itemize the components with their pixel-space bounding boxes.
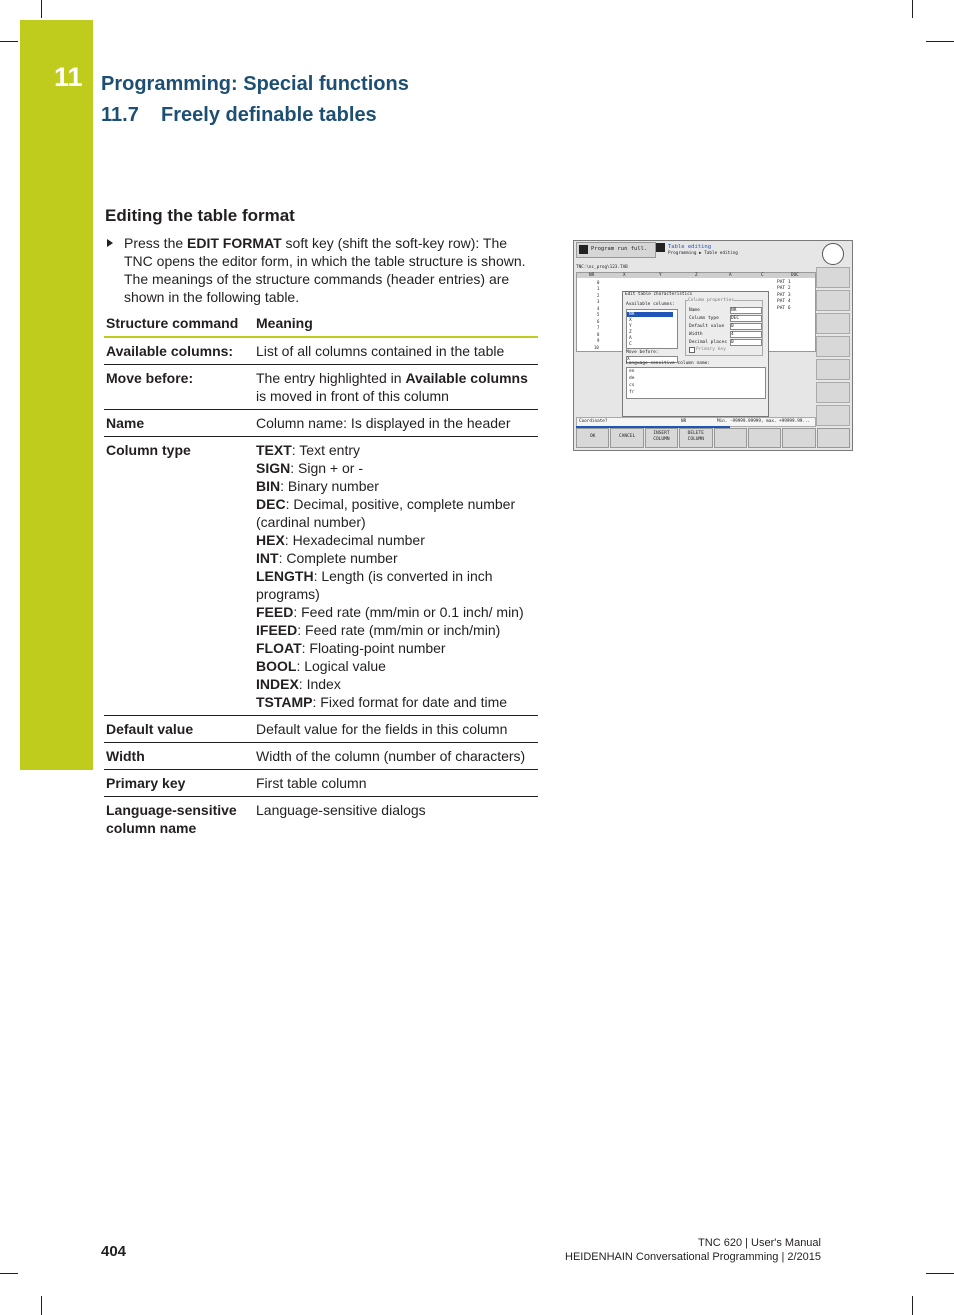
side-softkey[interactable] (816, 336, 850, 357)
name-field[interactable]: NR (730, 307, 762, 314)
language-list[interactable] (626, 367, 766, 399)
meaning-cell: The entry highlighted in Available columns is moved in front of this column (254, 365, 538, 410)
machine-mode-icon (579, 245, 588, 254)
command-cell: Width (104, 743, 254, 770)
table-row (104, 437, 538, 716)
softkey-name: EDIT FORMAT (187, 235, 282, 251)
dialog-title: Edit table characteristics (625, 292, 693, 297)
instruction-bullet (107, 234, 527, 306)
ok-softkey[interactable]: OK (576, 428, 609, 448)
vertical-softkeys (816, 267, 850, 422)
doc-cell: PAT 1 (777, 280, 791, 285)
footer-line: HEIDENHAIN Conversational Programming | 2/2015 (565, 1251, 821, 1263)
status-range: Min. -99999.99999, max. +99999.99... (717, 419, 811, 424)
side-softkey[interactable] (816, 267, 850, 288)
command-cell: Language-sensitive column name (106, 802, 237, 836)
table-row (104, 410, 538, 437)
row-number: 7 (597, 325, 600, 330)
file-path: TNC:\nc_prog\123.TAB (576, 265, 628, 270)
row-number: 9 (597, 338, 600, 343)
editor-title: Table editing (668, 244, 712, 250)
mode-indicator (576, 242, 656, 258)
column-header: Meaning (254, 310, 538, 337)
meaning-cell: First table column (254, 770, 538, 797)
command-cell: Default value (104, 716, 254, 743)
grid-header: NR X Y Z A C DOC (577, 273, 815, 278)
lang-label: Language-sensitive column name: (626, 361, 710, 366)
doc-cell: PAT 2 (777, 286, 791, 291)
meaning-cell: Default value for the fields in this column (254, 716, 538, 743)
list-item[interactable]: X (629, 318, 632, 323)
table-header-row (104, 310, 538, 337)
type-entry: DEC: Decimal, positive, complete number (cardinal number) (256, 496, 516, 530)
table-row (104, 797, 538, 842)
width-field[interactable]: 4 (730, 331, 762, 338)
row-number: 4 (597, 306, 600, 311)
crop-mark (926, 1273, 954, 1274)
clock-icon (822, 243, 844, 265)
cancel-softkey[interactable]: CANCEL (610, 428, 643, 448)
command-cell: Primary key (104, 770, 254, 797)
status-field: NR (681, 419, 687, 424)
type-entry: FEED: Feed rate (mm/min or 0.1 inch/ min) (256, 604, 524, 620)
row-number: 5 (597, 312, 600, 317)
command-cell: Name (104, 410, 254, 437)
programming-mode-icon (656, 243, 665, 252)
table-row (104, 365, 538, 410)
doc-cell: PAT 6 (777, 306, 791, 311)
list-item[interactable]: Z (629, 330, 632, 335)
footer-text (565, 1236, 821, 1264)
chapter-number: 11 (54, 62, 83, 92)
bullet-arrow-icon (107, 239, 113, 247)
side-softkey[interactable] (816, 290, 850, 311)
crop-mark (0, 41, 18, 42)
bullet-text: soft key (shift the soft-key row): The TNC opens the editor form, in which the table structure is shown. The meanings of the structure commands (header entries) are shown in the following table. (124, 235, 526, 305)
prop-label: Column type (689, 316, 719, 321)
lang-row[interactable]: en (629, 369, 635, 374)
lang-row[interactable]: cs (629, 383, 635, 388)
crop-mark (0, 1273, 18, 1274)
side-softkey[interactable] (816, 382, 850, 403)
prop-label: Name (689, 308, 700, 313)
table-row (104, 716, 538, 743)
list-item[interactable]: Y (629, 324, 632, 329)
list-item[interactable]: NR (629, 312, 635, 317)
row-number: 8 (597, 332, 600, 337)
table-row (104, 337, 538, 365)
table-row (104, 743, 538, 770)
type-entry: FLOAT: Floating-point number (256, 640, 446, 656)
primary-key-label: Primary key (696, 347, 726, 352)
crop-mark (912, 0, 913, 18)
tnc-screenshot (573, 240, 853, 451)
column-header: Structure command (104, 310, 254, 337)
crop-mark (912, 1296, 913, 1315)
chapter-title: Programming: Special functions (101, 73, 409, 95)
crop-mark (41, 0, 42, 18)
page-number: 404 (101, 1243, 127, 1260)
type-entry: TSTAMP: Fixed format for date and time (256, 694, 508, 710)
meaning-cell: Width of the column (number of characters) (254, 743, 538, 770)
column-type-select[interactable]: DEC (730, 315, 762, 322)
command-cell: Available columns: (104, 337, 254, 365)
row-number: 2 (597, 293, 600, 298)
row-number: 10 (594, 345, 599, 350)
default-value-field[interactable]: 0 (730, 323, 762, 330)
move-before-label: Move before: (626, 350, 659, 355)
available-columns-label: Available columns: (626, 302, 675, 307)
doc-cell: PAT 3 (777, 293, 791, 298)
insert-column-softkey[interactable]: INSERT COLUMN (645, 428, 678, 448)
side-softkey[interactable] (816, 405, 850, 426)
lang-row[interactable]: de (629, 376, 635, 381)
bullet-text: Press the (124, 235, 188, 251)
command-cell: Column type (104, 437, 254, 716)
type-entry: INDEX: Index (256, 676, 341, 692)
side-softkey[interactable] (816, 359, 850, 380)
type-entry: TEXT: Text entry (256, 442, 360, 458)
type-entry: SIGN: Sign + or - (256, 460, 363, 476)
type-entry: IFEED: Feed rate (mm/min or inch/min) (256, 622, 501, 638)
prop-label: Decimal places (689, 340, 727, 345)
command-cell: Move before: (104, 365, 254, 410)
status-prompt: Coordinate? (579, 419, 608, 424)
side-softkey[interactable] (816, 313, 850, 334)
section-heading: Editing the table format (105, 206, 295, 225)
primary-key-checkbox[interactable] (689, 347, 695, 353)
crop-mark (926, 41, 954, 42)
type-entry: LENGTH: Length (is converted in inch programs) (256, 568, 493, 602)
empty-softkey[interactable] (817, 428, 850, 448)
lang-row[interactable]: fr (629, 390, 635, 395)
meaning-cell: Column name: Is displayed in the header (254, 410, 538, 437)
empty-softkey[interactable] (782, 428, 815, 448)
type-entry: BOOL: Logical value (256, 658, 386, 674)
section-title: 11.7 Freely definable tables (101, 104, 377, 126)
group-label: Column properties (688, 298, 735, 303)
column-type-list (254, 437, 538, 716)
crop-mark (41, 1296, 42, 1315)
meaning-cell: Language-sensitive dialogs (256, 802, 426, 818)
row-number: 6 (597, 319, 600, 324)
row-number: 1 (597, 286, 600, 291)
footer-line: TNC 620 | User's Manual (698, 1237, 821, 1249)
list-item[interactable]: C (629, 342, 632, 347)
prop-label: Default value (689, 324, 725, 329)
delete-column-softkey[interactable]: DELETE COLUMN (679, 428, 712, 448)
table-row (104, 770, 538, 797)
empty-softkey[interactable] (748, 428, 781, 448)
structure-commands-table (104, 310, 538, 841)
meaning-cell: List of all columns contained in the table (254, 337, 538, 365)
available-columns-list[interactable] (626, 309, 678, 349)
mode-label: Program run full. (591, 246, 648, 252)
list-item[interactable]: A (629, 336, 632, 341)
row-number: 0 (597, 280, 600, 285)
type-entry: BIN: Binary number (256, 478, 379, 494)
empty-softkey[interactable] (714, 428, 747, 448)
move-before-select[interactable]: X (626, 356, 678, 363)
editor-breadcrumb: Programming ▶ Table editing (668, 251, 738, 256)
prop-label: Width (689, 332, 703, 337)
decimal-places-field[interactable]: 0 (730, 339, 762, 346)
softkey-row (576, 428, 850, 448)
column-properties-group (685, 300, 763, 356)
doc-cell: PAT 4 (777, 299, 791, 304)
chapter-sidebar (20, 20, 93, 770)
type-entry: HEX: Hexadecimal number (256, 532, 425, 548)
edit-table-dialog (622, 291, 769, 417)
row-number: 3 (597, 299, 600, 304)
type-entry: INT: Complete number (256, 550, 398, 566)
